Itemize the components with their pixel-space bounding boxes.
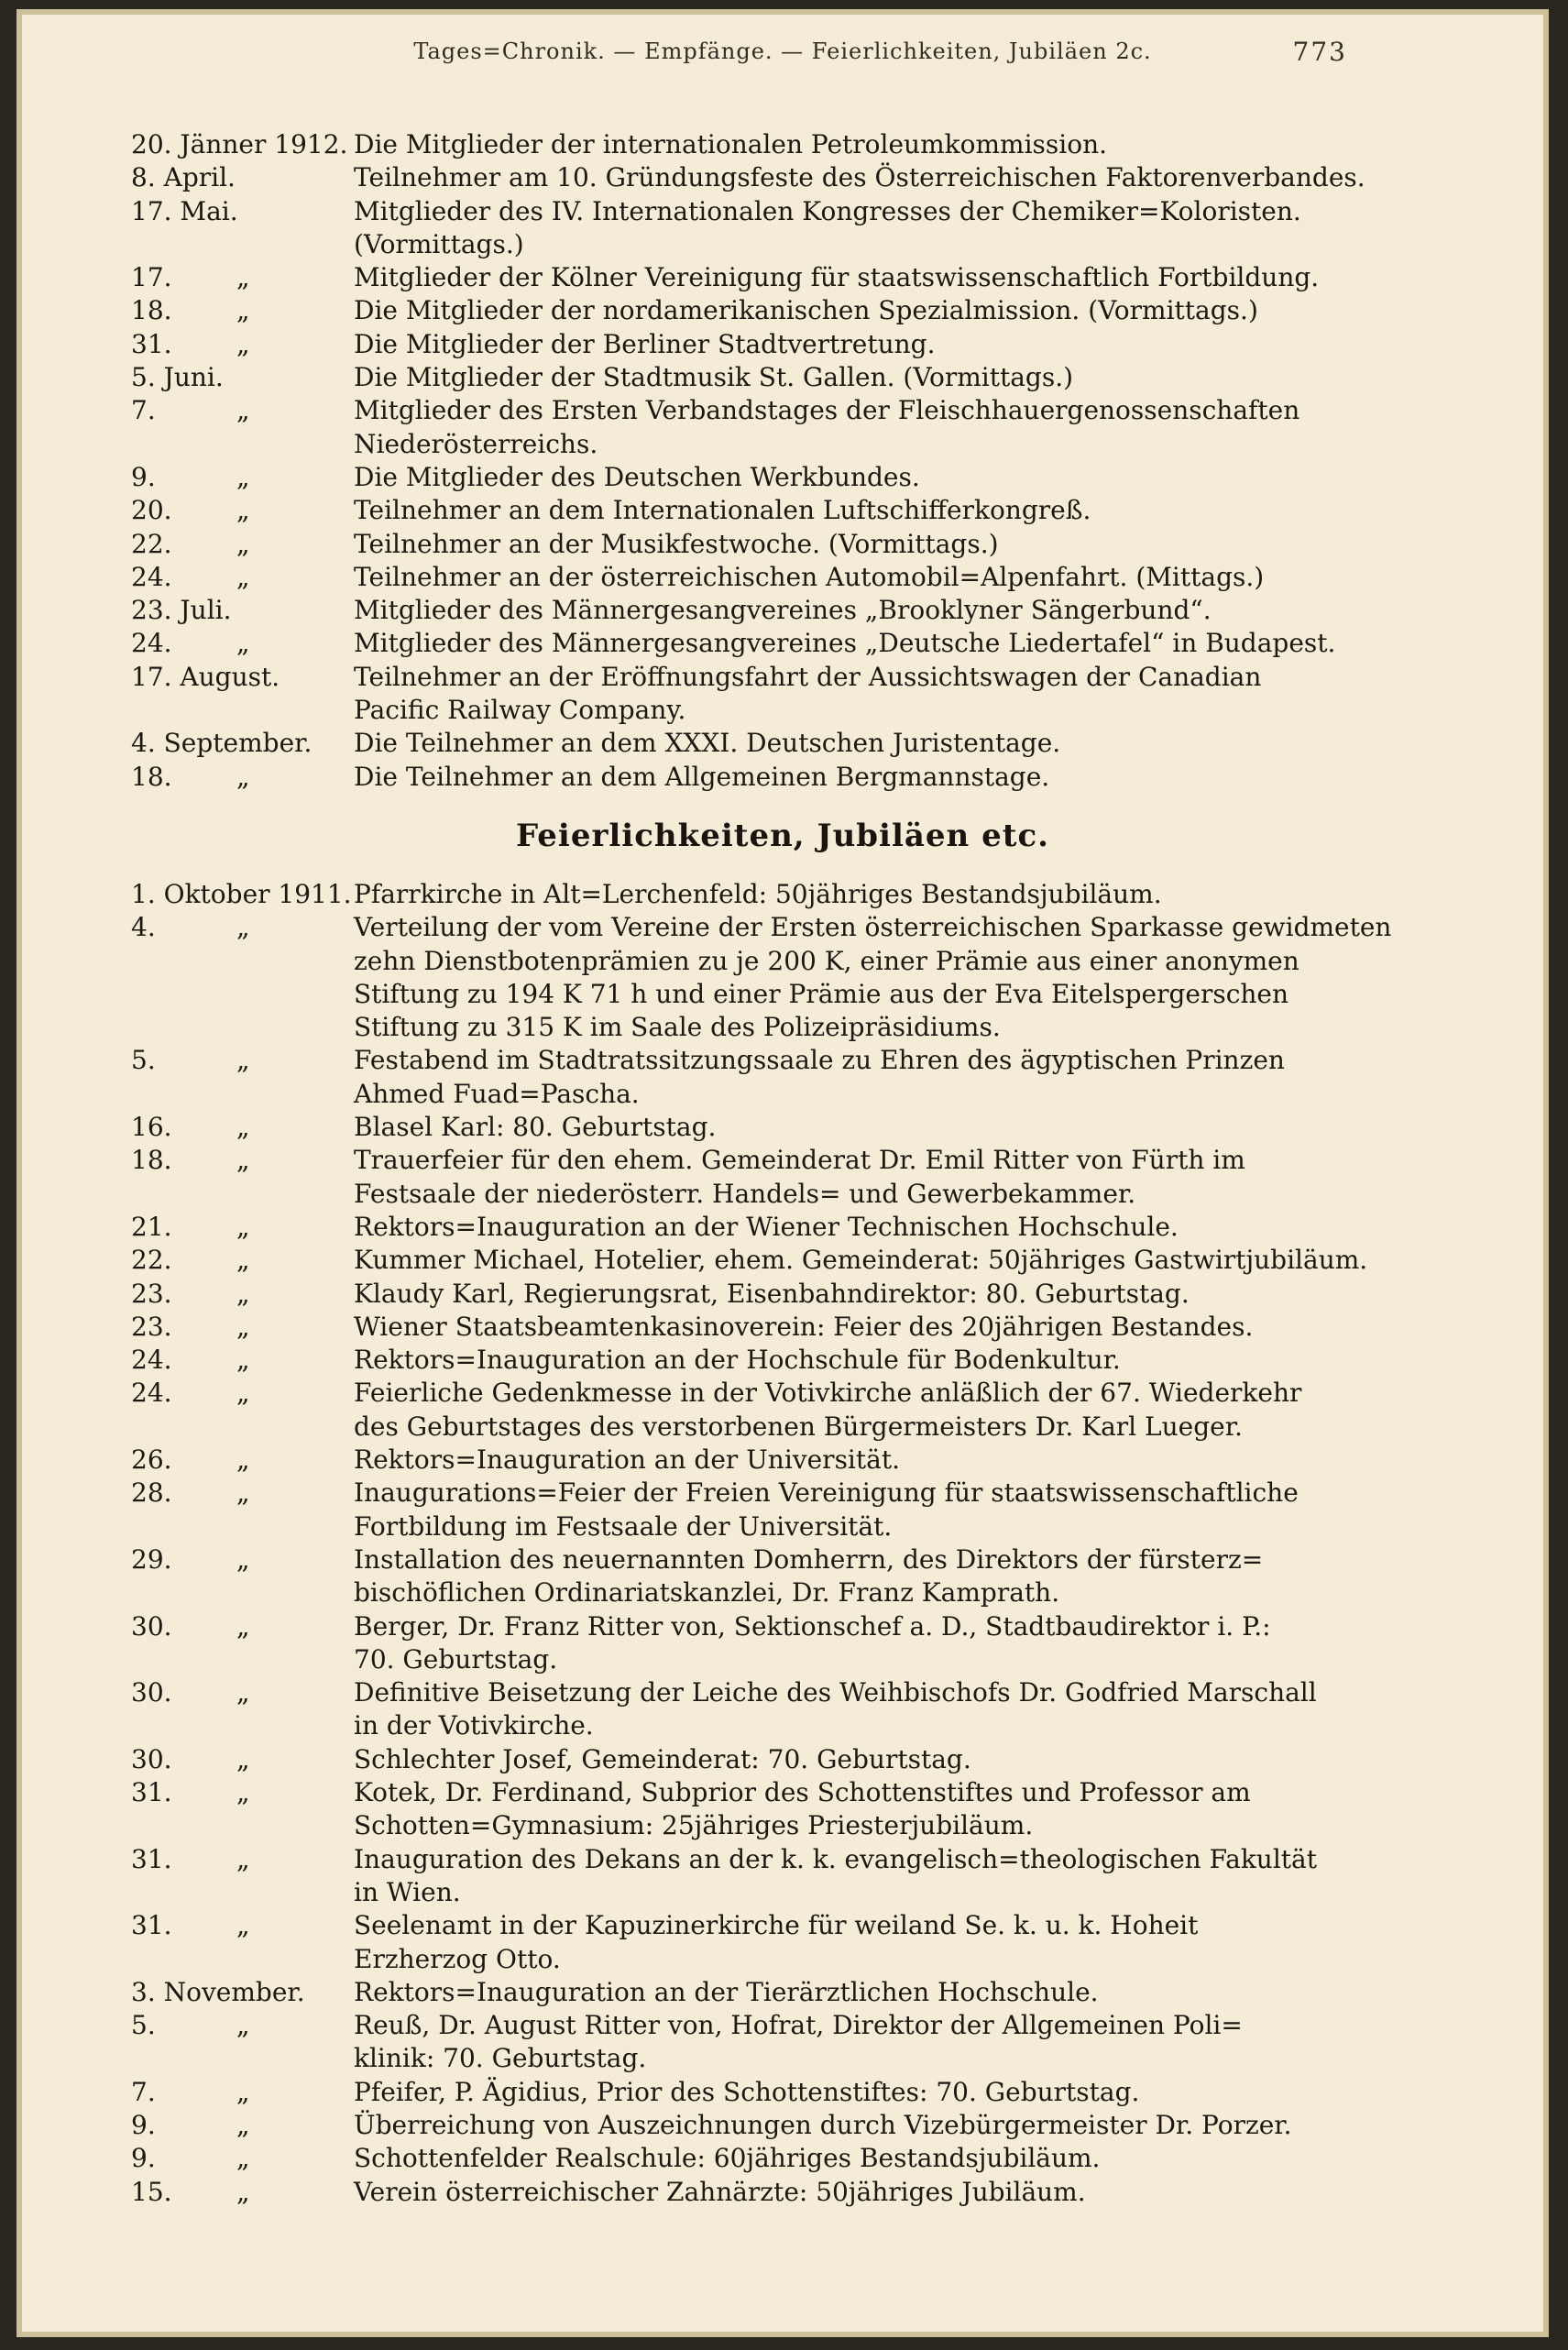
entry-text: Mitglieder des Ersten Verbandstages der Fleischhauergenossenschaften xyxy=(354,395,1300,426)
entry-continuation xyxy=(16,694,1549,727)
entry-row xyxy=(16,1610,1549,1643)
ditto-mark: „ xyxy=(236,561,250,592)
entry-row xyxy=(16,1743,1549,1776)
entry-row xyxy=(16,1543,1549,1576)
festivities-list xyxy=(16,878,1549,2209)
entry-row xyxy=(16,261,1549,294)
entry-continuation xyxy=(16,978,1549,1011)
entry-text: Definitive Beisetzung der Leiche des Weihbischofs Dr. Godfried Marschall xyxy=(354,1677,1317,1708)
entry-row xyxy=(16,661,1549,694)
entry-continuation-text: Erzherzog Otto. xyxy=(354,1943,561,1974)
ditto-mark: „ xyxy=(236,1743,250,1774)
entry-continuation-text: des Geburtstages des verstorbenen Bürgermeisters Dr. Karl Lueger. xyxy=(354,1411,1243,1442)
entry-continuation xyxy=(16,228,1549,261)
entry-continuation-text: bischöflichen Ordinariatskanzlei, Dr. Franz Kamprath. xyxy=(354,1577,1060,1609)
entry-date: 8. April. xyxy=(131,162,236,193)
entry-text: Die Mitglieder der internationalen Petroleumkommission. xyxy=(354,129,1108,159)
entry-continuation xyxy=(16,1078,1549,1111)
ditto-mark: „ xyxy=(236,1311,250,1342)
entry-text: Mitglieder des Männergesangvereines „Brooklyner Sängerbund“. xyxy=(354,595,1212,626)
entry-text: Die Mitglieder des Deutschen Werkbundes. xyxy=(354,461,920,492)
entry-date: 30. xyxy=(131,1677,172,1708)
entry-text: Feierliche Gedenkmesse in der Votivkirche anläßlich der 67. Wiederkehr xyxy=(354,1378,1302,1409)
ditto-mark: „ xyxy=(236,461,250,492)
entry-row xyxy=(16,761,1549,794)
entry-date: 28. xyxy=(131,1477,172,1509)
ditto-mark: „ xyxy=(236,2143,250,2174)
entry-continuation xyxy=(16,1709,1549,1742)
entry-date: 4. September. xyxy=(131,728,313,759)
entry-row xyxy=(16,727,1549,760)
entry-text: Berger, Dr. Franz Ritter von, Sektionschef a. D., Stadtbaudirektor i. P.: xyxy=(354,1610,1271,1642)
entry-continuation xyxy=(16,1809,1549,1842)
ditto-mark: „ xyxy=(236,1610,250,1642)
entry-date: 3. November. xyxy=(131,1976,305,2007)
entry-row xyxy=(16,878,1549,911)
entry-row xyxy=(16,1676,1549,1709)
entry-row xyxy=(16,561,1549,594)
ditto-mark: „ xyxy=(236,1112,250,1143)
entry-text: Die Teilnehmer an dem Allgemeinen Bergmannstage. xyxy=(354,761,1050,792)
entry-row xyxy=(16,394,1549,427)
entry-text: Reuß, Dr. August Ritter von, Hofrat, Direktor der Allgemeinen Poli= xyxy=(354,2010,1243,2041)
entry-continuation xyxy=(16,428,1549,461)
entry-row xyxy=(16,1144,1549,1177)
entry-date: 31. xyxy=(131,1843,172,1874)
entry-row xyxy=(16,461,1549,494)
entry-date: 17. xyxy=(131,262,172,293)
ditto-mark: „ xyxy=(236,395,250,426)
entry-continuation-text: in Wien. xyxy=(354,1876,461,1907)
ditto-mark: „ xyxy=(236,2176,250,2207)
entry-continuation-text: zehn Dienstbotenprämien zu je 200 K, einer Prämie aus einer anonymen xyxy=(354,945,1299,976)
entry-text: Mitglieder des IV. Internationalen Kongresses der Chemiker=Koloristen. xyxy=(354,195,1301,226)
entry-continuation-text: Festsaale der niederösterr. Handels= und Gewerbekammer. xyxy=(354,1178,1136,1209)
entry-continuation-text: in der Votivkirche. xyxy=(354,1710,594,1741)
ditto-mark: „ xyxy=(236,1245,250,1276)
entry-date: 30. xyxy=(131,1610,172,1642)
entry-row xyxy=(16,1976,1549,2009)
entry-row xyxy=(16,1278,1549,1311)
running-title: Tages=Chronik. — Empfänge. — Feierlichkeiten, Jubiläen 2c. xyxy=(413,38,1152,64)
entry-continuation xyxy=(16,2042,1549,2075)
entry-row xyxy=(16,1444,1549,1477)
entry-row xyxy=(16,1477,1549,1510)
ditto-mark: „ xyxy=(236,528,250,559)
entry-date: 9. xyxy=(131,2109,156,2140)
entry-text: Überreichung von Auszeichnungen durch Vizebürgermeister Dr. Porzer. xyxy=(354,2109,1292,2140)
entry-date: 5. xyxy=(131,1045,156,1076)
entry-date: 5. Juni. xyxy=(131,362,224,393)
entry-date: 7. xyxy=(131,2076,156,2107)
entry-row xyxy=(16,494,1549,527)
entry-date: 17. Mai. xyxy=(131,195,238,226)
entry-date: 26. xyxy=(131,1444,172,1476)
entry-date: 24. xyxy=(131,628,172,659)
entry-continuation-text: Schotten=Gymnasium: 25jähriges Priesterjubiläum. xyxy=(354,1810,1034,1841)
entry-row xyxy=(16,2176,1549,2209)
ditto-mark: „ xyxy=(236,1345,250,1376)
entry-row xyxy=(16,161,1549,194)
entry-text: Klaudy Karl, Regierungsrat, Eisenbahndirektor: 80. Geburtstag. xyxy=(354,1278,1190,1309)
entry-continuation xyxy=(16,945,1549,978)
entry-date: 30. xyxy=(131,1743,172,1774)
entry-date: 21. xyxy=(131,1211,172,1242)
entry-text: Seelenamt in der Kapuzinerkirche für weiland Se. k. u. k. Hoheit xyxy=(354,1910,1199,1941)
entry-text: Pfeifer, P. Ägidius, Prior des Schottenstiftes: 70. Geburtstag. xyxy=(354,2076,1140,2107)
entry-continuation xyxy=(16,1411,1549,1444)
entry-continuation-text: Pacific Railway Company. xyxy=(354,695,686,726)
entry-row xyxy=(16,294,1549,327)
entry-date: 31. xyxy=(131,1777,172,1808)
entry-text: Die Mitglieder der Berliner Stadtvertretung. xyxy=(354,328,936,359)
entry-text: Die Mitglieder der Stadtmusik St. Gallen. (Vormittags.) xyxy=(354,362,1074,393)
entry-date: 5. xyxy=(131,2010,156,2041)
ditto-mark: „ xyxy=(236,1543,250,1575)
entry-text: Schottenfelder Realschule: 60jähriges Bestandsjubiläum. xyxy=(354,2143,1101,2174)
entry-continuation xyxy=(16,1011,1549,1044)
entry-row xyxy=(16,2009,1549,2042)
entry-text: Inaugurations=Feier der Freien Vereinigung für staatswissenschaftliche xyxy=(354,1477,1299,1509)
entry-text: Pfarrkirche in Alt=Lerchenfeld: 50jähriges Bestandsjubiläum. xyxy=(354,879,1162,909)
entry-continuation-text: (Vormittags.) xyxy=(354,228,524,259)
ditto-mark: „ xyxy=(236,912,250,943)
entry-date: 24. xyxy=(131,1378,172,1409)
entry-continuation-text: Stiftung zu 194 K 71 h und einer Prämie aus der Eva Eitelspergerschen xyxy=(354,978,1289,1009)
entry-date: 15. xyxy=(131,2176,172,2207)
entry-continuation xyxy=(16,1876,1549,1909)
running-head xyxy=(16,35,1549,71)
entry-continuation-text: Fortbildung im Festsaale der Universität. xyxy=(354,1510,893,1542)
ditto-mark: „ xyxy=(236,262,250,293)
entry-row xyxy=(16,361,1549,394)
entry-text: Trauerfeier für den ehem. Gemeinderat Dr. Emil Ritter von Fürth im xyxy=(354,1145,1245,1176)
entry-text: Verteilung der vom Vereine der Ersten österreichischen Sparkasse gewidmeten xyxy=(354,912,1392,943)
entry-text: Blasel Karl: 80. Geburtstag. xyxy=(354,1112,717,1143)
ditto-mark: „ xyxy=(236,328,250,359)
entry-row xyxy=(16,1843,1549,1876)
entry-text: Teilnehmer an dem Internationalen Luftschifferkongreß. xyxy=(354,495,1091,526)
entry-date: 22. xyxy=(131,1245,172,1276)
entry-text: Wiener Staatsbeamtenkasinoverein: Feier des 20jährigen Bestandes. xyxy=(354,1311,1254,1342)
ditto-mark: „ xyxy=(236,2109,250,2140)
entry-row xyxy=(16,1776,1549,1809)
ditto-mark: „ xyxy=(236,2010,250,2041)
ditto-mark: „ xyxy=(236,1777,250,1808)
entry-date: 7. xyxy=(131,395,156,426)
entry-text: Teilnehmer am 10. Gründungsfeste des Österreichischen Faktorenverbandes. xyxy=(354,162,1365,193)
section-title: Feierlichkeiten, Jubiläen etc. xyxy=(516,818,1049,854)
entry-date: 1. Oktober 1911. xyxy=(131,879,352,909)
ditto-mark: „ xyxy=(236,1444,250,1476)
entry-date: 31. xyxy=(131,1910,172,1941)
ditto-mark: „ xyxy=(236,1677,250,1708)
entry-row xyxy=(16,1311,1549,1344)
entry-date: 29. xyxy=(131,1543,172,1575)
entry-date: 9. xyxy=(131,461,156,492)
entry-text: Kummer Michael, Hotelier, ehem. Gemeinderat: 50jähriges Gastwirtjubiläum. xyxy=(354,1245,1368,1276)
entry-date: 24. xyxy=(131,1345,172,1376)
entry-row xyxy=(16,2109,1549,2142)
entry-continuation xyxy=(16,1178,1549,1211)
entry-row xyxy=(16,128,1549,161)
ditto-mark: „ xyxy=(236,628,250,659)
entry-text: Schlechter Josef, Gemeinderat: 70. Geburtstag. xyxy=(354,1743,971,1774)
entry-row xyxy=(16,1211,1549,1244)
entry-row xyxy=(16,911,1549,944)
entry-row xyxy=(16,1909,1549,1942)
entry-text: Verein österreichischer Zahnärzte: 50jähriges Jubiläum. xyxy=(354,2176,1086,2207)
entry-row xyxy=(16,1244,1549,1277)
ditto-mark: „ xyxy=(236,1477,250,1509)
page-number: 773 xyxy=(1292,37,1347,67)
entry-text: Inauguration des Dekans an der k. k. evangelisch=theologischen Fakultät xyxy=(354,1843,1317,1874)
ditto-mark: „ xyxy=(236,1045,250,1076)
entry-text: Mitglieder der Kölner Vereinigung für staatswissenschaftlich Fortbildung. xyxy=(354,262,1320,293)
entry-row xyxy=(16,195,1549,228)
ditto-mark: „ xyxy=(236,1211,250,1242)
entry-row xyxy=(16,528,1549,561)
entry-row xyxy=(16,1111,1549,1144)
entry-row xyxy=(16,627,1549,660)
ditto-mark: „ xyxy=(236,761,250,792)
entry-date: 23. Juli. xyxy=(131,595,232,626)
ditto-mark: „ xyxy=(236,1278,250,1309)
entry-date: 23. xyxy=(131,1278,172,1309)
ditto-mark: „ xyxy=(236,2076,250,2107)
entry-continuation-text: Niederösterreichs. xyxy=(354,428,598,459)
entry-row xyxy=(16,328,1549,361)
entry-date: 9. xyxy=(131,2143,156,2174)
entry-continuation-text: Ahmed Fuad=Pascha. xyxy=(354,1078,640,1109)
ditto-mark: „ xyxy=(236,295,250,326)
entry-continuation xyxy=(16,1943,1549,1976)
entry-date: 4. xyxy=(131,912,156,943)
entry-date: 20. xyxy=(131,495,172,526)
entry-date: 24. xyxy=(131,561,172,592)
entry-text: Festabend im Stadtratssitzungssaale zu Ehren des ägyptischen Prinzen xyxy=(354,1045,1285,1076)
entry-row xyxy=(16,1344,1549,1377)
entry-row xyxy=(16,1377,1549,1410)
entry-text: Installation des neuernannten Domherrn, des Direktors der fürsterz= xyxy=(354,1543,1264,1575)
entry-continuation-text: 70. Geburtstag. xyxy=(354,1643,558,1675)
entry-date: 18. xyxy=(131,295,172,326)
ditto-mark: „ xyxy=(236,495,250,526)
entry-continuation-text: Stiftung zu 315 K im Saale des Polizeipräsidiums. xyxy=(354,1012,1001,1043)
ditto-mark: „ xyxy=(236,1378,250,1409)
entry-row xyxy=(16,594,1549,627)
entry-date: 22. xyxy=(131,528,172,559)
entry-row xyxy=(16,2142,1549,2175)
receptions-list xyxy=(16,128,1549,794)
entry-text: Die Mitglieder der nordamerikanischen Spezialmission. (Vormittags.) xyxy=(354,295,1258,326)
entry-date: 18. xyxy=(131,761,172,792)
entry-text: Rektors=Inauguration an der Hochschule für Bodenkultur. xyxy=(354,1345,1121,1376)
entry-date: 23. xyxy=(131,1311,172,1342)
entry-continuation xyxy=(16,1510,1549,1543)
ditto-mark: „ xyxy=(236,1145,250,1176)
entry-continuation-text: klinik: 70. Geburtstag. xyxy=(354,2043,647,2074)
entry-text: Kotek, Dr. Ferdinand, Subprior des Schottenstiftes und Professor am xyxy=(354,1777,1251,1808)
entry-date: 18. xyxy=(131,1145,172,1176)
entry-continuation xyxy=(16,1643,1549,1676)
entry-date: 31. xyxy=(131,328,172,359)
entry-date: 20. Jänner 1912. xyxy=(131,129,348,159)
ditto-mark: „ xyxy=(236,1843,250,1874)
entry-text: Rektors=Inauguration an der Tierärztlichen Hochschule. xyxy=(354,1976,1099,2007)
entry-text: Mitglieder des Männergesangvereines „Deutsche Liedertafel“ in Budapest. xyxy=(354,628,1336,659)
entry-text: Teilnehmer an der österreichischen Automobil=Alpenfahrt. (Mittags.) xyxy=(354,561,1265,592)
entry-text: Teilnehmer an der Musikfestwoche. (Vormittags.) xyxy=(354,528,999,559)
entry-date: 17. August. xyxy=(131,661,280,692)
entry-row xyxy=(16,2076,1549,2109)
entry-date: 16. xyxy=(131,1112,172,1143)
entry-continuation xyxy=(16,1576,1549,1609)
entry-text: Rektors=Inauguration an der Universität. xyxy=(354,1444,900,1476)
entry-text: Die Teilnehmer an dem XXXI. Deutschen Juristentage. xyxy=(354,728,1061,759)
ditto-mark: „ xyxy=(236,1910,250,1941)
entry-text: Rektors=Inauguration an der Wiener Technischen Hochschule. xyxy=(354,1211,1179,1242)
entry-text: Teilnehmer an der Eröffnungsfahrt der Aussichtswagen der Canadian xyxy=(354,661,1262,692)
page xyxy=(16,9,1549,2337)
entry-row xyxy=(16,1044,1549,1077)
